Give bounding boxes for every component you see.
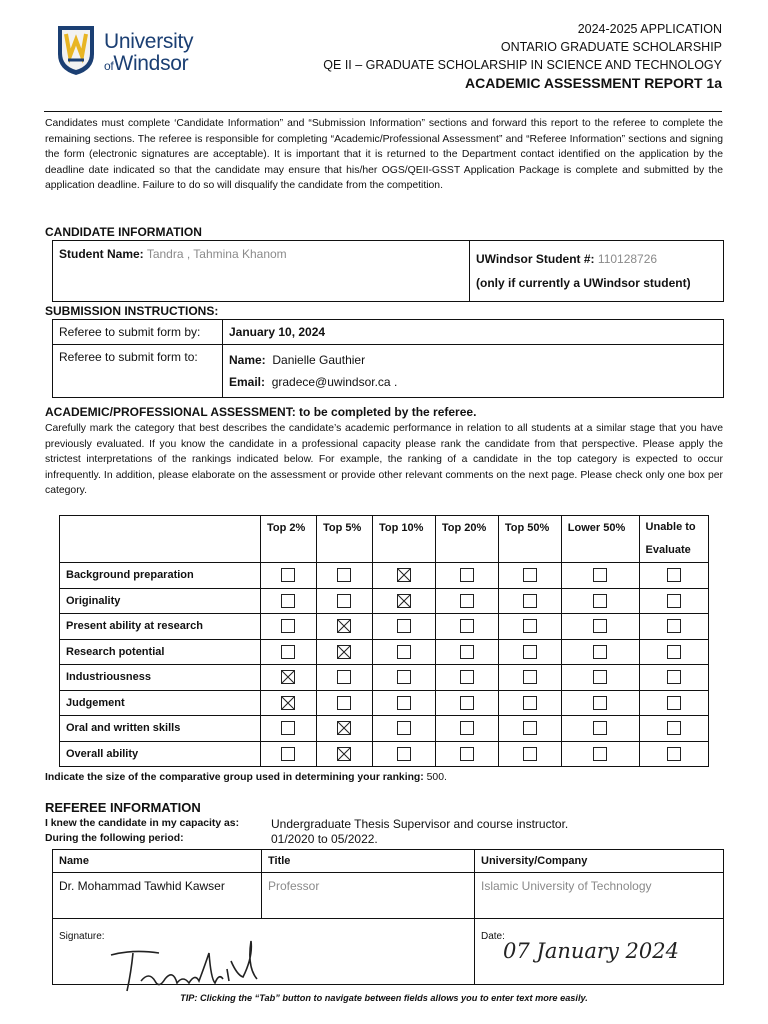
assessment-instructions: Carefully mark the category that best describes the candidate’s academic performance in relation to all students at a similar stage that you have previously evaluated. If you know the candidate in a professional capacity please rank the candidate from that perspective. Please apply the strictest interpretations of the rankings indicated below. For example, the ranking of a candidate in the top category is expected to occur infrequently. In addition, please elaborate on the assessment or provide other relevant comments on the next page. Please check only one box per category. — [45, 423, 723, 497]
ranking-cell — [561, 716, 639, 742]
ranking-cell — [372, 563, 435, 589]
ranking-cell — [261, 563, 317, 589]
ranking-row-label: Originality — [60, 588, 261, 614]
referee-contact-name-label: Name: — [229, 353, 266, 367]
ranking-checkbox[interactable] — [460, 619, 474, 633]
ranking-checkbox[interactable] — [397, 619, 411, 633]
ranking-checkbox[interactable] — [593, 696, 607, 710]
page-title: ACADEMIC ASSESSMENT REPORT 1a — [465, 75, 722, 91]
header-divider — [44, 111, 722, 112]
capacity-value[interactable]: Undergraduate Thesis Supervisor and course instructor. — [271, 817, 569, 831]
ranking-cell — [435, 665, 498, 691]
referee-contact-email-label: Email: — [229, 375, 266, 389]
checked-x-icon — [338, 620, 350, 632]
ranking-checkbox[interactable] — [337, 696, 351, 710]
ranking-cell — [435, 563, 498, 589]
referee-university[interactable]: Islamic University of Technology — [475, 873, 724, 919]
handwritten-signature — [103, 933, 263, 993]
ranking-checkbox[interactable] — [593, 619, 607, 633]
assessment-heading: ACADEMIC/PROFESSIONAL ASSESSMENT: to be completed by the referee. — [45, 405, 477, 419]
ranking-cell — [639, 563, 708, 589]
ranking-cell — [372, 614, 435, 640]
ranking-table — [59, 515, 709, 767]
ranking-row — [60, 639, 709, 665]
ranking-checkbox[interactable] — [593, 594, 607, 608]
student-name-value[interactable]: Tandra , Tahmina Khanom — [146, 247, 287, 261]
ranking-checkbox[interactable] — [523, 645, 537, 659]
ranking-cell — [435, 614, 498, 640]
ranking-row — [60, 665, 709, 691]
student-id-note: (only if currently a UWindsor student) — [476, 276, 691, 290]
ranking-checkbox[interactable] — [397, 696, 411, 710]
ranking-checkbox[interactable] — [523, 594, 537, 608]
ranking-cell — [435, 741, 498, 767]
ranking-cell — [372, 716, 435, 742]
date-value[interactable]: 07 January 2024 — [503, 939, 679, 963]
ranking-cell — [561, 614, 639, 640]
ranking-cell — [372, 690, 435, 716]
tip-text: TIP: Clicking the “Tab” button to navigate between fields allows you to enter text more easily. — [180, 993, 588, 1003]
ranking-cell — [561, 639, 639, 665]
ranking-cell — [639, 741, 708, 767]
ranking-cell — [639, 665, 708, 691]
ranking-cell — [561, 588, 639, 614]
ranking-checkbox[interactable] — [460, 696, 474, 710]
ranking-cell — [316, 741, 372, 767]
checked-x-icon — [338, 646, 350, 658]
referee-name[interactable]: Dr. Mohammad Tawhid Kawser — [53, 873, 262, 919]
ranking-cell — [316, 563, 372, 589]
intro-paragraph: Candidates must complete ‘Candidate Information” and “Submission Information” sections and forward this report to the referee to complete the remaining sections. The referee is responsible for completing “Academic/Professional Assessment” and “Referee Information” sections and signing the form (electronic signatures are acceptable). It is important that it is returned to the Department contact identified on the application by the deadline date indicated so that the candidate may ensure that his/her OGS/QEII-GSST Application Package is complete and submitted by the application deadline. Failure to do so will disqualify the candidate from the competition. — [45, 118, 723, 192]
ranking-cell — [498, 639, 561, 665]
ranking-checkbox[interactable] — [523, 696, 537, 710]
ranking-cell — [261, 665, 317, 691]
ranking-cell — [316, 690, 372, 716]
comparative-group — [45, 772, 447, 783]
col-lower50: Lower 50% — [561, 516, 639, 563]
col-top2: Top 2% — [261, 516, 317, 563]
ranking-cell — [498, 716, 561, 742]
shield-icon — [56, 24, 96, 76]
ranking-checkbox[interactable] — [397, 568, 411, 582]
ranking-checkbox[interactable] — [281, 645, 295, 659]
ranking-checkbox[interactable] — [281, 696, 295, 710]
ranking-checkbox[interactable] — [523, 721, 537, 735]
ranking-cell — [261, 639, 317, 665]
ranking-checkbox[interactable] — [337, 568, 351, 582]
ranking-checkbox[interactable] — [667, 594, 681, 608]
ranking-checkbox[interactable] — [281, 721, 295, 735]
ranking-checkbox[interactable] — [667, 747, 681, 761]
header-line2: ONTARIO GRADUATE SCHOLARSHIP — [500, 40, 722, 54]
date-label: Date: — [481, 931, 505, 942]
ranking-checkbox[interactable] — [593, 568, 607, 582]
ranking-cell — [561, 665, 639, 691]
ranking-cell — [435, 639, 498, 665]
ranking-checkbox[interactable] — [667, 568, 681, 582]
ranking-cell — [498, 690, 561, 716]
checked-x-icon — [398, 595, 410, 607]
checked-x-icon — [338, 748, 350, 760]
ranking-checkbox[interactable] — [460, 747, 474, 761]
ranking-checkbox[interactable] — [337, 747, 351, 761]
ranking-row — [60, 741, 709, 767]
ranking-checkbox[interactable] — [281, 619, 295, 633]
ranking-cell — [498, 614, 561, 640]
candidate-table — [52, 240, 724, 302]
ranking-checkbox[interactable] — [593, 721, 607, 735]
ranking-checkbox[interactable] — [667, 645, 681, 659]
date-cell[interactable] — [475, 919, 724, 985]
ranking-row-label: Overall ability — [60, 741, 261, 767]
ranking-cell — [639, 588, 708, 614]
ranking-checkbox[interactable] — [523, 670, 537, 684]
ranking-cell — [372, 665, 435, 691]
ranking-cell — [316, 588, 372, 614]
col-top5: Top 5% — [316, 516, 372, 563]
ranking-cell — [561, 741, 639, 767]
header-line1: 2024-2025 APPLICATION — [577, 22, 722, 36]
ranking-checkbox[interactable] — [593, 670, 607, 684]
ranking-checkbox[interactable] — [281, 747, 295, 761]
col-unable-line1: Unable to — [645, 521, 696, 533]
ranking-row — [60, 690, 709, 716]
signature-label: Signature: — [59, 931, 105, 942]
submission-table — [52, 319, 724, 398]
signature-cell[interactable] — [53, 919, 475, 985]
ranking-checkbox[interactable] — [337, 670, 351, 684]
candidate-heading: CANDIDATE INFORMATION — [45, 225, 202, 239]
submit-by-value[interactable]: January 10, 2024 — [223, 320, 724, 345]
ranking-row — [60, 563, 709, 589]
ranking-cell — [316, 614, 372, 640]
ranking-cell — [498, 741, 561, 767]
ranking-checkbox[interactable] — [337, 721, 351, 735]
student-id-value[interactable]: 110128726 — [597, 252, 658, 266]
ranking-checkbox[interactable] — [460, 645, 474, 659]
ranking-checkbox[interactable] — [667, 619, 681, 633]
ranking-row-label: Oral and written skills — [60, 716, 261, 742]
logo-line1: University — [104, 30, 194, 53]
ranking-checkbox[interactable] — [281, 568, 295, 582]
ranking-checkbox[interactable] — [523, 747, 537, 761]
ranking-corner — [60, 516, 261, 563]
logo-prefix: of — [104, 59, 114, 73]
ranking-row-label: Present ability at research — [60, 614, 261, 640]
col-top10: Top 10% — [372, 516, 435, 563]
comparative-group-value[interactable]: 500. — [426, 772, 447, 783]
ranking-cell — [372, 639, 435, 665]
logo-line2 — [104, 52, 188, 76]
ranking-cell — [372, 588, 435, 614]
ranking-row-label: Judgement — [60, 690, 261, 716]
ranking-cell — [261, 614, 317, 640]
ranking-cell — [316, 665, 372, 691]
ranking-checkbox[interactable] — [337, 645, 351, 659]
ranking-checkbox[interactable] — [397, 721, 411, 735]
period-label: During the following period: — [45, 833, 184, 844]
comparative-group-label: Indicate the size of the comparative group used in determining your ranking: — [45, 772, 424, 783]
ranking-row — [60, 716, 709, 742]
ranking-cell — [435, 690, 498, 716]
header-line3: QE II – GRADUATE SCHOLARSHIP IN SCIENCE AND TECHNOLOGY — [323, 58, 722, 72]
ranking-cell — [261, 741, 317, 767]
checked-x-icon — [282, 697, 294, 709]
referee-contact-name[interactable]: Danielle Gauthier — [272, 353, 366, 367]
ranking-cell — [498, 665, 561, 691]
referee-col-name: Name — [53, 850, 262, 873]
ranking-checkbox[interactable] — [337, 594, 351, 608]
ranking-cell — [316, 639, 372, 665]
ranking-cell — [639, 716, 708, 742]
ranking-checkbox[interactable] — [337, 619, 351, 633]
ranking-cell — [498, 563, 561, 589]
ranking-checkbox[interactable] — [460, 721, 474, 735]
referee-col-title: Title — [262, 850, 475, 873]
ranking-row — [60, 588, 709, 614]
col-unable — [639, 516, 708, 563]
ranking-checkbox[interactable] — [281, 670, 295, 684]
ranking-checkbox[interactable] — [397, 645, 411, 659]
ranking-cell — [261, 588, 317, 614]
ranking-cell — [261, 716, 317, 742]
ranking-checkbox[interactable] — [460, 670, 474, 684]
ranking-checkbox[interactable] — [397, 594, 411, 608]
submission-heading: SUBMISSION INSTRUCTIONS: — [45, 304, 219, 318]
ranking-cell — [639, 690, 708, 716]
ranking-checkbox[interactable] — [667, 696, 681, 710]
ranking-cell — [261, 690, 317, 716]
university-logo — [56, 22, 206, 82]
ranking-cell — [639, 639, 708, 665]
ranking-cell — [372, 741, 435, 767]
referee-contact-email[interactable]: gradece@uwindsor.ca . — [271, 375, 398, 389]
logo-windsor: Windsor — [113, 52, 189, 75]
ranking-checkbox[interactable] — [281, 594, 295, 608]
ranking-cell — [316, 716, 372, 742]
ranking-cell — [435, 588, 498, 614]
ranking-checkbox[interactable] — [593, 747, 607, 761]
ranking-checkbox[interactable] — [523, 568, 537, 582]
referee-title[interactable]: Professor — [262, 873, 475, 919]
student-id-cell[interactable] — [470, 241, 724, 302]
ranking-cell — [639, 614, 708, 640]
ranking-row-label: Background preparation — [60, 563, 261, 589]
student-name-label: Student Name: — [59, 247, 144, 261]
submit-by-label: Referee to submit form by: — [53, 320, 223, 345]
ranking-checkbox[interactable] — [667, 670, 681, 684]
checked-x-icon — [398, 569, 410, 581]
ranking-cell — [561, 563, 639, 589]
document-header — [323, 20, 722, 92]
checked-x-icon — [338, 722, 350, 734]
referee-col-university: University/Company — [475, 850, 724, 873]
ranking-checkbox[interactable] — [523, 619, 537, 633]
submit-to-label: Referee to submit form to: — [53, 345, 223, 398]
ranking-checkbox[interactable] — [397, 747, 411, 761]
ranking-cell — [435, 716, 498, 742]
ranking-row-label: Research potential — [60, 639, 261, 665]
ranking-row — [60, 614, 709, 640]
referee-heading: REFEREE INFORMATION — [45, 800, 201, 815]
submit-to-cell — [223, 345, 724, 398]
ranking-cell — [561, 690, 639, 716]
ranking-checkbox[interactable] — [593, 645, 607, 659]
col-top50: Top 50% — [498, 516, 561, 563]
ranking-checkbox[interactable] — [397, 670, 411, 684]
ranking-checkbox[interactable] — [667, 721, 681, 735]
col-unable-line2: Evaluate — [645, 544, 691, 556]
col-top20: Top 20% — [435, 516, 498, 563]
ranking-checkbox[interactable] — [460, 594, 474, 608]
checked-x-icon — [282, 671, 294, 683]
ranking-cell — [498, 588, 561, 614]
period-value[interactable]: 01/2020 to 05/2022. — [271, 832, 378, 846]
student-name-cell[interactable] — [53, 241, 470, 302]
referee-table — [52, 849, 724, 985]
ranking-row-label: Industriousness — [60, 665, 261, 691]
ranking-checkbox[interactable] — [460, 568, 474, 582]
student-id-label: UWindsor Student #: — [476, 252, 595, 266]
capacity-label: I knew the candidate in my capacity as: — [45, 818, 240, 829]
